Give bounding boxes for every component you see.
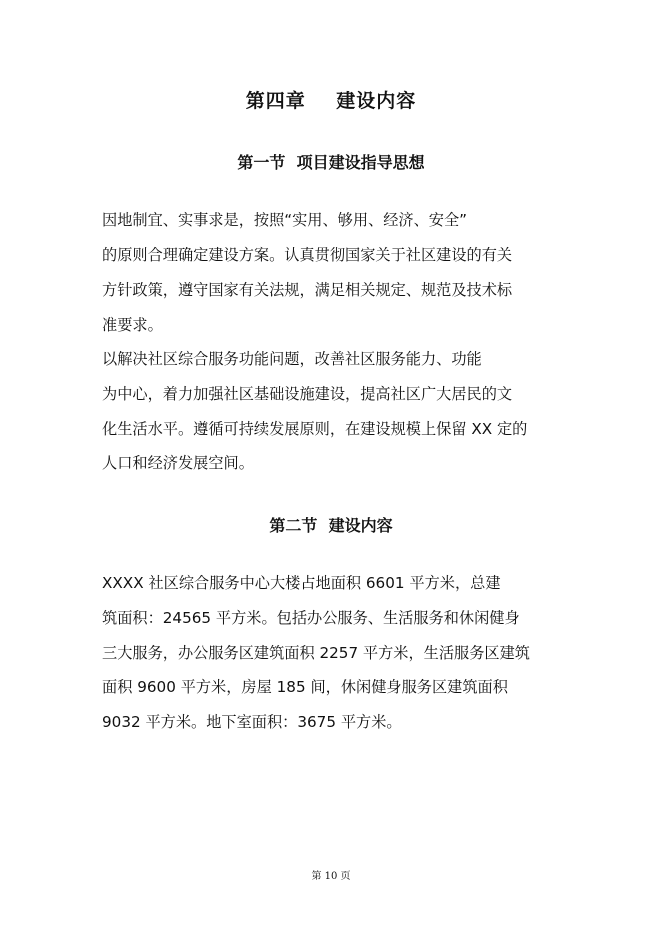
paragraph-line: XXXX 社区综合服务中心大楼占地面积 6601 平方米，总建 <box>102 574 501 592</box>
paragraph-line: 以解决社区综合服务功能问题，改善社区服务能力、功能 <box>102 350 482 368</box>
paragraph-line: 准要求。 <box>102 316 163 334</box>
paragraph-line: 的原则合理确定建设方案。认真贯彻国家关于社区建设的有关 <box>102 246 513 264</box>
paragraph-line: 方针政策，遵守国家有关法规，满足相关规定、规范及技术标 <box>102 281 513 299</box>
page-number: 第 10 页 <box>311 871 351 882</box>
paragraph-line: 因地制宜、实事求是，按照“实用、够用、经济、安全” <box>102 211 468 229</box>
paragraph-line: 三大服务，办公服务区建筑面积 2257 平方米，生活服务区建筑 <box>102 644 530 662</box>
paragraph-line: 9032 平方米。地下室面积：3675 平方米。 <box>102 713 402 731</box>
paragraph-line: 筑面积：24565 平方米。包括办公服务、生活服务和休闲健身 <box>102 609 520 627</box>
paragraph-line: 化生活水平。遵循可持续发展原则，在建设规模上保留 XX 定的 <box>102 420 528 438</box>
section-title-1: 第一节 项目建设指导思想 <box>237 153 425 172</box>
chapter-title: 第四章 建设内容 <box>245 90 417 112</box>
paragraph-line: 人口和经济发展空间。 <box>102 454 254 472</box>
section-title-2: 第二节 建设内容 <box>269 516 393 535</box>
paragraph-line: 为中心，着力加强社区基础设施建设，提高社区广大居民的文 <box>102 385 513 403</box>
paragraph-line: 面积 9600 平方米，房屋 185 间，休闲健身服务区建筑面积 <box>102 678 508 696</box>
